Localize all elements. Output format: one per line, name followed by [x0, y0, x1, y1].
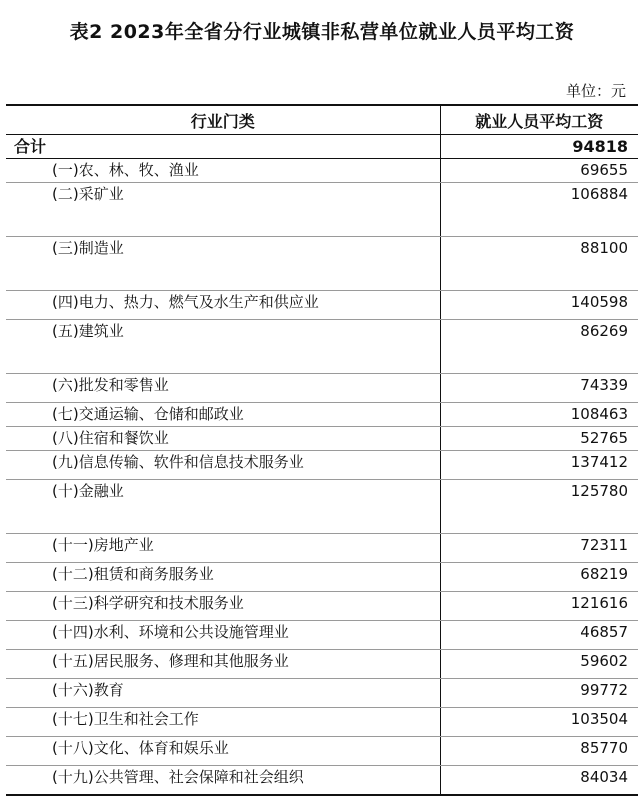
table-row — [6, 650, 638, 679]
table-row — [6, 427, 638, 451]
table-row — [6, 291, 638, 320]
table-row — [6, 183, 638, 237]
row-wage: 59602 — [440, 650, 638, 679]
table-title: 表2 2023年全省分行业城镇非私营单位就业人员平均工资 — [69, 21, 575, 43]
row-wage: 74339 — [440, 374, 638, 403]
table-row — [6, 766, 638, 795]
table-row — [6, 708, 638, 737]
row-wage: 125780 — [440, 480, 638, 534]
row-industry: (十六)教育 — [6, 679, 440, 708]
row-wage: 84034 — [440, 766, 638, 795]
table-row — [6, 374, 638, 403]
row-industry: (十二)租赁和商务服务业 — [6, 563, 440, 592]
row-wage: 85770 — [440, 737, 638, 766]
row-wage: 52765 — [440, 427, 638, 451]
row-wage: 88100 — [440, 237, 638, 291]
table-row — [6, 737, 638, 766]
row-industry: (五)建筑业 — [6, 320, 440, 374]
row-wage: 140598 — [440, 291, 638, 320]
row-wage: 46857 — [440, 621, 638, 650]
wage-table — [6, 104, 638, 796]
row-wage: 108463 — [440, 403, 638, 427]
row-wage: 69655 — [440, 159, 638, 183]
row-industry: (十三)科学研究和技术服务业 — [6, 592, 440, 621]
row-industry: (七)交通运输、仓储和邮政业 — [6, 403, 440, 427]
row-industry: (二)采矿业 — [6, 183, 440, 237]
row-industry: (十七)卫生和社会工作 — [6, 708, 440, 737]
table-row — [6, 563, 638, 592]
table-header-row — [6, 105, 638, 135]
header-industry: 行业门类 — [6, 105, 440, 135]
row-industry: (八)住宿和餐饮业 — [6, 427, 440, 451]
table-row — [6, 679, 638, 708]
row-industry: (三)制造业 — [6, 237, 440, 291]
row-wage: 137412 — [440, 451, 638, 480]
row-industry: (四)电力、热力、燃气及水生产和供应业 — [6, 291, 440, 320]
row-industry: (十五)居民服务、修理和其他服务业 — [6, 650, 440, 679]
table-row — [6, 403, 638, 427]
row-industry: (一)农、林、牧、渔业 — [6, 159, 440, 183]
header-average-wage: 就业人员平均工资 — [440, 105, 638, 135]
table-row — [6, 237, 638, 291]
row-industry: (九)信息传输、软件和信息技术服务业 — [6, 451, 440, 480]
table-row — [6, 534, 638, 563]
unit-label: 单位：元 — [565, 82, 626, 100]
row-industry: (六)批发和零售业 — [6, 374, 440, 403]
row-industry: (十一)房地产业 — [6, 534, 440, 563]
row-wage: 103504 — [440, 708, 638, 737]
row-industry: (十四)水利、环境和公共设施管理业 — [6, 621, 440, 650]
row-wage: 72311 — [440, 534, 638, 563]
table-row — [6, 159, 638, 183]
table-row — [6, 592, 638, 621]
row-wage: 68219 — [440, 563, 638, 592]
total-label: 合计 — [6, 135, 440, 159]
wage-table-container — [6, 104, 638, 796]
row-wage: 121616 — [440, 592, 638, 621]
total-value: 94818 — [440, 135, 638, 159]
table-row — [6, 480, 638, 534]
table-row — [6, 451, 638, 480]
row-industry: (十)金融业 — [6, 480, 440, 534]
row-wage: 106884 — [440, 183, 638, 237]
total-row — [6, 135, 638, 159]
table-row — [6, 320, 638, 374]
row-wage: 86269 — [440, 320, 638, 374]
row-wage: 99772 — [440, 679, 638, 708]
table-row — [6, 621, 638, 650]
row-industry: (十九)公共管理、社会保障和社会组织 — [6, 766, 440, 795]
row-industry: (十八)文化、体育和娱乐业 — [6, 737, 440, 766]
